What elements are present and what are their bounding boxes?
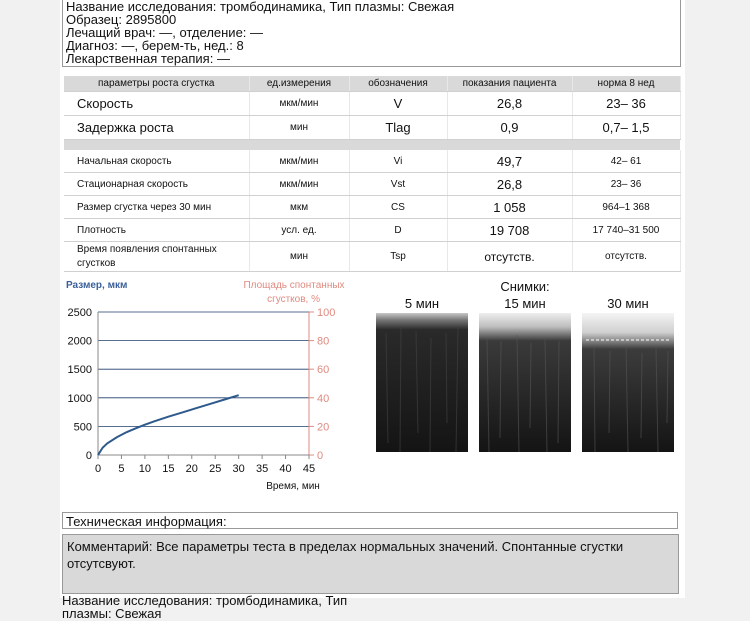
y2-tick-label: 40 xyxy=(317,392,330,405)
comment-box: Комментарий: Все параметры теста в пределах нормальных значений. Спонтанные сгустки отсутсвуют. xyxy=(62,534,679,594)
x-tick-label: 0 xyxy=(94,463,102,475)
param-value: 26,8 xyxy=(447,92,572,116)
x-tick-label: 20 xyxy=(185,463,198,475)
snapshot-label: 5 мин xyxy=(404,296,440,311)
param-value: 49,7 xyxy=(447,150,572,173)
param-symbol: V xyxy=(349,92,447,116)
param-unit: мкм/мин xyxy=(249,150,349,173)
y-tick-label: 1500 xyxy=(67,364,92,377)
snapshot-image-30min xyxy=(582,313,674,452)
y-tick-label: 2500 xyxy=(67,307,92,319)
x-axis-label: Время, мин xyxy=(266,481,320,492)
chart-ticks xyxy=(68,307,336,475)
param-norm: 42– 61 xyxy=(572,150,680,173)
table-row xyxy=(64,150,680,173)
y2-axis-label: сгустков, % xyxy=(267,294,320,305)
x-tick-label: 40 xyxy=(279,463,292,475)
chart-grid xyxy=(98,312,309,455)
param-norm: 964–1 368 xyxy=(572,196,680,219)
y2-tick-label: 20 xyxy=(317,421,330,434)
y2-tick-label: 60 xyxy=(317,364,330,377)
param-name: Начальная скорость xyxy=(64,150,249,173)
param-norm: отсутств. xyxy=(572,242,680,272)
x-tick-label: 15 xyxy=(162,463,175,475)
y-tick-label: 0 xyxy=(85,450,92,462)
param-unit: мин xyxy=(249,242,349,272)
param-norm: 17 740–31 500 xyxy=(572,219,680,242)
param-value: 19 708 xyxy=(447,219,572,242)
table-row xyxy=(64,173,680,196)
param-unit: усл. ед. xyxy=(249,219,349,242)
clot-growth-chart xyxy=(62,272,362,502)
x-tick-label: 5 xyxy=(118,463,125,475)
param-unit: мкм/мин xyxy=(249,92,349,116)
y-axis-label: Размер, мкм xyxy=(66,280,128,291)
table-row xyxy=(64,116,680,140)
chart-canvas xyxy=(62,272,362,502)
diagnosis-info: Диагноз: —, берем-ть, нед.: 8 xyxy=(66,38,244,53)
snapshot-picture xyxy=(582,313,674,452)
snapshot-picture xyxy=(479,313,571,452)
column-header: показания пациента xyxy=(447,76,572,92)
param-value: отсутств. xyxy=(447,242,572,272)
table-separator xyxy=(64,140,680,151)
y-tick-label: 1000 xyxy=(67,392,92,405)
param-name: Скорость xyxy=(64,92,249,116)
y-tick-label: 2000 xyxy=(67,335,92,348)
param-symbol: D xyxy=(349,219,447,242)
param-symbol: Vi xyxy=(349,150,447,173)
param-value: 26,8 xyxy=(447,173,572,196)
param-unit: мин xyxy=(249,116,349,140)
y2-tick-label: 0 xyxy=(317,450,324,462)
snapshot-picture xyxy=(376,313,468,452)
doctor-info: Лечащий врач: —, отделение: — xyxy=(66,25,264,40)
x-tick-label: 45 xyxy=(302,463,316,475)
sample-id: Образец: 2895800 xyxy=(66,12,177,27)
y2-axis-label: Площадь спонтанных xyxy=(243,280,345,291)
clot-size-line xyxy=(98,395,239,455)
param-symbol: Tsp xyxy=(349,242,447,272)
table-row xyxy=(64,242,680,272)
param-name: Плотность xyxy=(64,219,249,242)
param-norm: 0,7– 1,5 xyxy=(572,116,680,140)
snapshot-image-15min xyxy=(479,313,571,452)
y2-tick-label: 100 xyxy=(317,307,336,319)
snapshot-label: 15 мин xyxy=(504,296,546,311)
x-tick-label: 35 xyxy=(255,463,269,475)
study-title: Название исследования: тромбодинамика, Тип плазмы: Свежая xyxy=(66,0,455,14)
x-tick-label: 30 xyxy=(232,463,245,475)
param-unit: мкм xyxy=(249,196,349,219)
table-row xyxy=(64,196,680,219)
column-header: параметры роста сгустка xyxy=(64,76,249,92)
param-norm: 23– 36 xyxy=(572,92,680,116)
table-row xyxy=(64,92,680,116)
x-tick-label: 10 xyxy=(138,463,152,475)
parameters-table xyxy=(64,76,681,272)
param-symbol: Vst xyxy=(349,173,447,196)
snapshots-title: Снимки: xyxy=(500,279,550,294)
snapshot-image-5min xyxy=(376,313,468,452)
next-page-title: Название исследования: тромбодинамика, Тип плазмы: Свежая xyxy=(62,593,348,621)
param-name: Размер сгустка через 30 мин xyxy=(64,196,249,219)
therapy-info: Лекарственная терапия: — xyxy=(66,51,230,66)
param-norm: 23– 36 xyxy=(572,173,680,196)
table-header-row xyxy=(64,76,680,92)
param-name: Время появления спонтанных сгустков xyxy=(64,242,249,272)
column-header: обозначения xyxy=(349,76,447,92)
snapshot-label: 30 мин xyxy=(607,296,649,311)
param-name: Стационарная скорость xyxy=(64,173,249,196)
column-header: ед.измерения xyxy=(249,76,349,92)
param-name: Задержка роста xyxy=(64,116,249,140)
param-value: 1 058 xyxy=(447,196,572,219)
param-symbol: Tlag xyxy=(349,116,447,140)
param-unit: мкм/мин xyxy=(249,173,349,196)
table-row xyxy=(64,219,680,242)
technical-info: Техническая информация: xyxy=(62,512,678,529)
param-symbol: CS xyxy=(349,196,447,219)
y-tick-label: 500 xyxy=(73,421,92,434)
param-value: 0,9 xyxy=(447,116,572,140)
x-tick-label: 25 xyxy=(209,463,222,475)
report-header xyxy=(62,0,681,67)
column-header: норма 8 нед xyxy=(572,76,680,92)
y2-tick-label: 80 xyxy=(317,335,330,348)
